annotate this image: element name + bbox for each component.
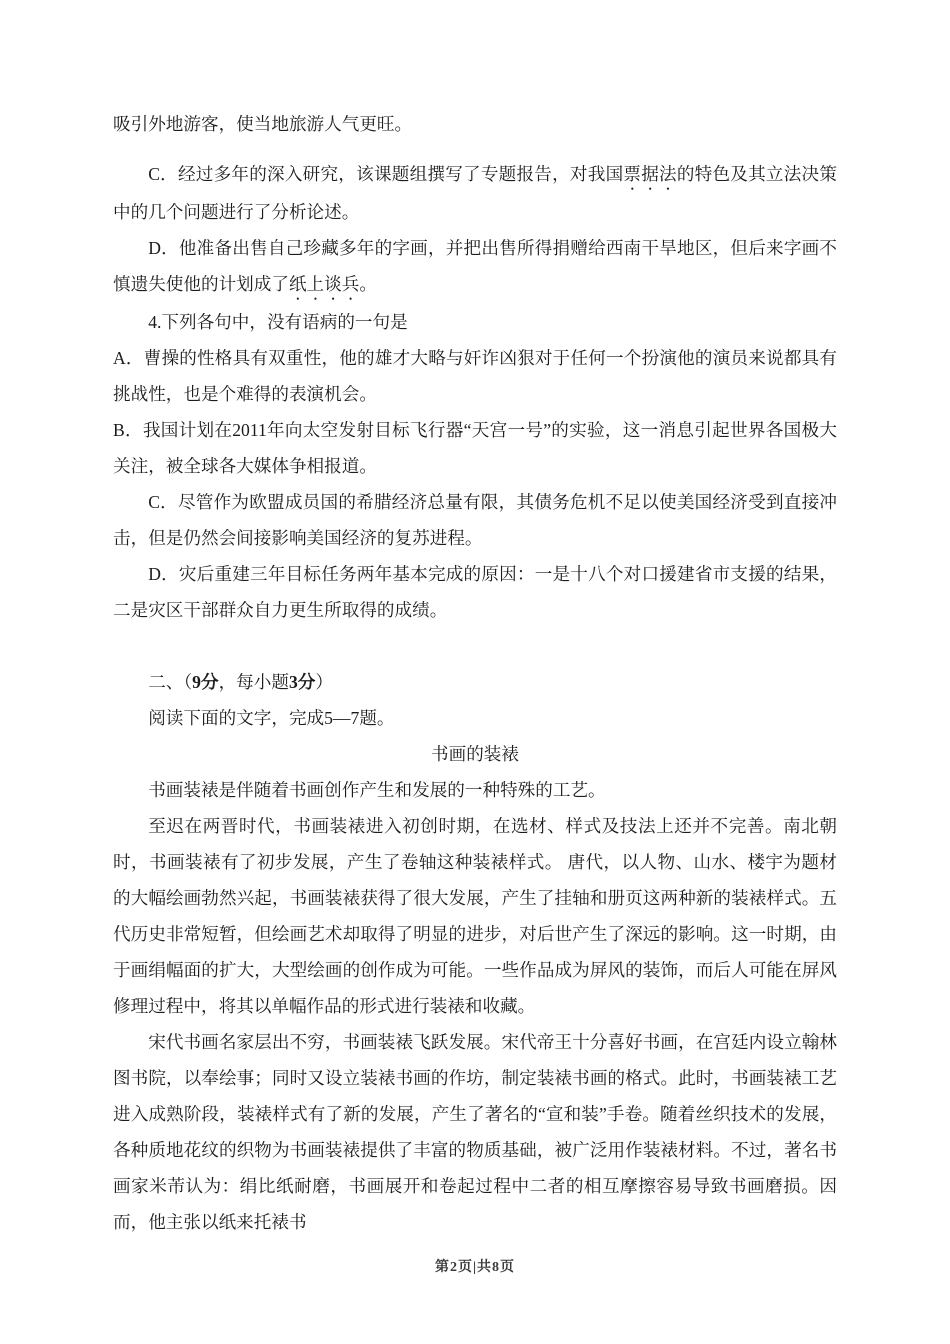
section-2-text-3: ） <box>315 672 333 692</box>
option-3d-emphasized-term: 纸上谈兵 <box>288 274 360 294</box>
question-4-stem: 4.下列各句中，没有语病的一句是 <box>148 312 408 332</box>
reading-instruction: 阅读下面的文字，完成5—7题。 <box>148 708 395 728</box>
section-2-header <box>113 664 837 700</box>
option-4d: D．灾后重建三年目标任务两年基本完成的原因：一是十八个对口援建省市支援的结果，二是灾区干部群众自力更生所取得的成绩。 <box>113 564 837 620</box>
option-3d-text-2: 。 <box>359 274 377 294</box>
page-content <box>113 106 837 1240</box>
option-3d-text-1: D．他准备出售自己珍藏多年的字画，并把出售所得捐赠给西南干旱地区，但后来字画不慎遗失使他的计划成了 <box>113 238 837 294</box>
section-2-text-2: ，每小题 <box>218 672 289 692</box>
option-4c: C．尽管作为欧盟成员国的希腊经济总量有限，其债务危机不足以使美国经济受到直接冲击，但是仍然会间接影响美国经济的复苏进程。 <box>113 492 837 548</box>
section-2-points-each: 3分 <box>288 672 316 692</box>
page-footer: 第2页|共8页 <box>434 1260 516 1275</box>
option-4b: B．我国计划在2011年向太空发射目标飞行器“天宫一号”的实验，这一消息引起世界各国极大关注，被全球各大媒体争相报道。 <box>113 420 837 476</box>
passage-para-2: 至迟在两晋时代，书画装裱进入初创时期，在选材、样式及技法上还并不完善。南北朝时，书画装裱有了初步发展，产生了卷轴这种装裱样式。 唐代，以人物、山水、楼宇为题材的大幅绘画勃然兴起，书画装裱获得了很大发展，产生了挂轴和册页这两种新的装裱样式。五代历史非常短暂，但绘画艺术却取得了明显的进步，对后世产生了深远的影响。这一时期，由于画绢幅面的扩大，大型绘画的创作成为可能。一些作品成为屏风的装饰，而后人可能在屏风修理过程中，将其以单幅作品的形式进行装裱和收藏。 <box>113 816 837 1016</box>
option-3c-emphasized-term: 票据法 <box>623 164 677 184</box>
section-2-text-1: 二、（ <box>148 672 193 692</box>
option-3c-text-2: 的特色及其立法决策中的几个问题进行了分析论述。 <box>113 164 837 222</box>
passage-title: 书画的装裱 <box>431 744 519 764</box>
option-3c <box>113 156 837 230</box>
option-3c-text-1: C．经过多年的深入研究，该课题组撰写了专题报告，对我国 <box>148 164 624 184</box>
passage-para-3: 宋代书画名家层出不穷，书画装裱飞跃发展。宋代帝王十分喜好书画，在宫廷内设立翰林图书院，以奉绘事；同时又设立装裱书画的作坊，制定装裱书画的格式。此时，书画装裱工艺进入成熟阶段，装裱样式有了新的发展，产生了著名的“宣和装”手卷。随着丝织技术的发展，各种质地花纹的织物为书画装裱提供了丰富的物质基础，被广泛用作装裱材料。不过，著名书画家米芾认为：绢比纸耐磨，书画展开和卷起过程中二者的相互摩擦容易导致书画磨损。因而，他主张以纸来托裱书 <box>113 1032 837 1232</box>
option-4a: A．曹操的性格具有双重性，他的雄才大略与奸诈凶狠对于任何一个扮演他的演员来说都具有挑战性，也是个难得的表演机会。 <box>113 348 837 404</box>
text-line-tourists: 吸引外地游客，使当地旅游人气更旺。 <box>113 114 413 134</box>
section-2-points-total: 9分 <box>192 672 219 692</box>
option-3d <box>113 230 837 304</box>
passage-para-1: 书画装裱是伴随着书画创作产生和发展的一种特殊的工艺。 <box>148 780 606 800</box>
